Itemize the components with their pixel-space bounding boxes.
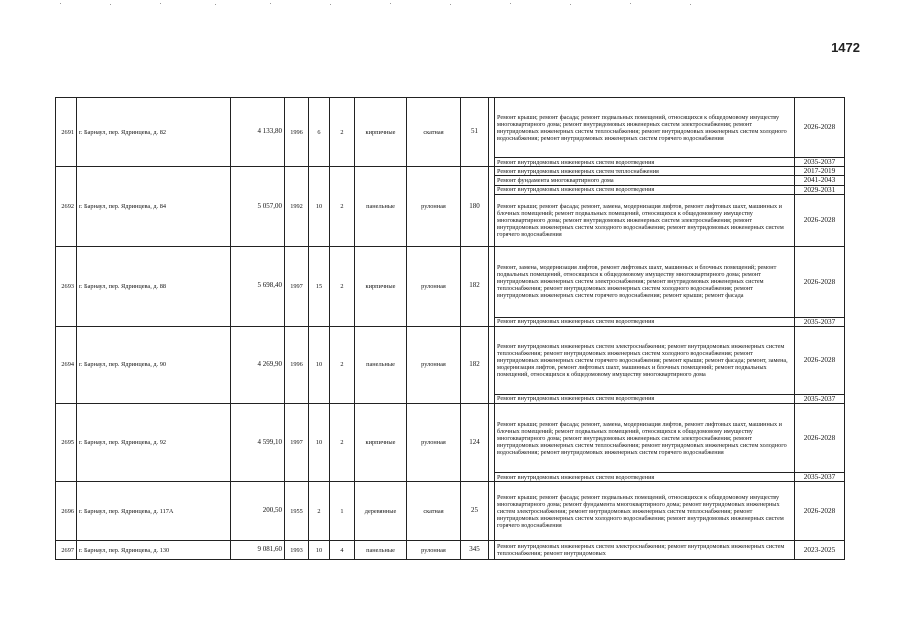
record-total-area: 5 698,40 xyxy=(231,246,285,326)
work-description: Ремонт, замена, модернизация лифтов, ремонт лифтовых шахт, машинных и блочных помещений; ремонт подвальных помещений, относящихся к общедомовому имуществу многоквартирного дома; ремонт внутридомовых инженерных систем электроснабжения; ремонт внутридомовых инженерных систем теплоснабжения; ремонт внутридомовых инженерных систем холодного водоснабжения; ремонт внутридомовых инженерных систем горячего водоснабжения; ремонт крыши; ремонт фасада xyxy=(495,246,795,317)
scan-noise xyxy=(0,0,904,10)
work-period: 2035-2037 xyxy=(795,158,845,167)
record-roof-type: рулонная xyxy=(407,326,461,403)
record-year-built: 1997 xyxy=(285,246,309,326)
table-row xyxy=(56,326,845,394)
record-number: 2697 xyxy=(56,541,77,560)
record-floors: 10 xyxy=(309,326,330,403)
record-year-built: 1996 xyxy=(285,98,309,167)
record-entrances: 2 xyxy=(330,246,355,326)
record-number: 2692 xyxy=(56,167,77,247)
record-year-built: 1993 xyxy=(285,541,309,560)
work-period: 2035-2037 xyxy=(795,394,845,403)
work-description: Ремонт внутридомовых инженерных систем электроснабжения; ремонт внутридомовых инженерных систем теплоснабжения; ремонт внутридомовых xyxy=(495,541,795,560)
record-roof-type: рулонная xyxy=(407,167,461,247)
record-year-built: 1955 xyxy=(285,482,309,541)
record-year-built: 1996 xyxy=(285,326,309,403)
record-address: г. Барнаул, пер. Ядринцева, д. 130 xyxy=(77,541,231,560)
record-entrances: 1 xyxy=(330,482,355,541)
work-period: 2026-2028 xyxy=(795,246,845,317)
work-period: 2026-2028 xyxy=(795,482,845,541)
record-number: 2694 xyxy=(56,326,77,403)
record-roof-type: рулонная xyxy=(407,404,461,482)
record-financing: 180 xyxy=(461,167,489,247)
work-description: Ремонт внутридомовых инженерных систем водоотведения xyxy=(495,185,795,194)
page-number: 1472 xyxy=(831,40,860,55)
record-floors: 15 xyxy=(309,246,330,326)
work-description: Ремонт внутридомовых инженерных систем электроснабжения; ремонт внутридомовых инженерных систем теплоснабжения; ремонт внутридомовых инженерных систем холодного водоснабжения; ремонт внутридомовых инженерных систем горячего водоснабжения; ремонт крыши; ремонт фасада; ремонт, замена, модернизация лифтов, ремонт лифтовых шахт, машинных и блочных помещений; ремонт подвальных помещений, относящихся к общедомовому имуществу многоквартирного дома xyxy=(495,326,795,394)
work-description: Ремонт крыши; ремонт фасада; ремонт подвальных помещений, относящихся к общедомовому имуществу многоквартирного дома; ремонт внутридомовых инженерных систем электроснабжения; ремонт внутридомовых инженерных систем теплоснабжения; ремонт внутридомовых инженерных систем холодного водоснабжения; ремонт внутридомовых инженерных систем горячего водоснабжения xyxy=(495,98,795,158)
work-description: Ремонт внутридомовых инженерных систем водоотведения xyxy=(495,158,795,167)
table-row xyxy=(56,541,845,560)
record-floors: 10 xyxy=(309,167,330,247)
work-period: 2035-2037 xyxy=(795,473,845,482)
record-wall-material: кирпичные xyxy=(355,404,407,482)
work-period: 2017-2019 xyxy=(795,167,845,176)
record-financing: 345 xyxy=(461,541,489,560)
record-wall-material: деревянные xyxy=(355,482,407,541)
record-address: г. Барнаул, пер. Ядринцева, д. 88 xyxy=(77,246,231,326)
record-address: г. Барнаул, пер. Ядринцева, д. 82 xyxy=(77,98,231,167)
record-entrances: 2 xyxy=(330,98,355,167)
record-roof-type: рулонная xyxy=(407,541,461,560)
work-period: 2026-2028 xyxy=(795,194,845,246)
work-description: Ремонт внутридомовых инженерных систем водоотведения xyxy=(495,317,795,326)
record-roof-type: рулонная xyxy=(407,246,461,326)
table-row xyxy=(56,167,845,176)
record-entrances: 4 xyxy=(330,541,355,560)
record-floors: 10 xyxy=(309,404,330,482)
record-financing: 182 xyxy=(461,326,489,403)
work-period: 2026-2028 xyxy=(795,326,845,394)
record-address: г. Барнаул, пер. Ядринцева, д. 92 xyxy=(77,404,231,482)
record-wall-material: панельные xyxy=(355,541,407,560)
record-total-area: 4 133,80 xyxy=(231,98,285,167)
work-description: Ремонт крыши; ремонт фасада; ремонт подвальных помещений, относящихся к общедомовому имуществу многоквартирного дома; ремонт фундамента многоквартирного дома; ремонт внутридомовых инженерных систем электроснабжения; ремонт внутридомовых инженерных систем теплоснабжения; ремонт внутридомовых инженерных систем холодного водоснабжения; ремонт внутридомовых инженерных систем горячего водоснабжения xyxy=(495,482,795,541)
record-address: г. Барнаул, пер. Ядринцева, д. 90 xyxy=(77,326,231,403)
record-financing: 124 xyxy=(461,404,489,482)
work-period: 2026-2028 xyxy=(795,404,845,473)
record-number: 2696 xyxy=(56,482,77,541)
record-number: 2691 xyxy=(56,98,77,167)
record-year-built: 1992 xyxy=(285,167,309,247)
record-financing: 182 xyxy=(461,246,489,326)
work-period: 2023-2025 xyxy=(795,541,845,560)
record-number: 2695 xyxy=(56,404,77,482)
table-row xyxy=(56,246,845,317)
record-total-area: 200,50 xyxy=(231,482,285,541)
record-wall-material: кирпичные xyxy=(355,246,407,326)
work-description: Ремонт крыши; ремонт фасада; ремонт, замена, модернизация лифтов, ремонт лифтовых шахт, машинных и блочных помещений; ремонт подвальных помещений, относящихся к общедомовому имуществу многоквартирного дома; ремонт внутридомовых инженерных систем электроснабжения; ремонт внутридомовых инженерных систем холодного водоснабжения; ремонт внутридомовых инженерных систем горячего водоснабжения xyxy=(495,194,795,246)
record-address: г. Барнаул, пер. Ядринцева, д. 84 xyxy=(77,167,231,247)
record-roof-type: скатная xyxy=(407,98,461,167)
record-wall-material: панельные xyxy=(355,167,407,247)
record-floors: 6 xyxy=(309,98,330,167)
work-period: 2026-2028 xyxy=(795,98,845,158)
work-description: Ремонт крыши; ремонт фасада; ремонт, замена, модернизация лифтов, ремонт лифтовых шахт, машинных и блочных помещений; ремонт подвальных помещений, относящихся к общедомовому имуществу многоквартирного дома; ремонт внутридомовых инженерных систем электроснабжения; ремонт внутридомовых инженерных систем теплоснабжения; ремонт внутридомовых инженерных систем холодного водоснабжения; ремонт внутридомовых инженерных систем горячего водоснабжения xyxy=(495,404,795,473)
record-floors: 10 xyxy=(309,541,330,560)
record-total-area: 4 599,10 xyxy=(231,404,285,482)
work-period: 2029-2031 xyxy=(795,185,845,194)
record-total-area: 5 057,00 xyxy=(231,167,285,247)
record-number: 2693 xyxy=(56,246,77,326)
record-entrances: 2 xyxy=(330,326,355,403)
record-financing: 25 xyxy=(461,482,489,541)
record-wall-material: кирпичные xyxy=(355,98,407,167)
record-roof-type: скатная xyxy=(407,482,461,541)
record-year-built: 1997 xyxy=(285,404,309,482)
record-floors: 2 xyxy=(309,482,330,541)
record-total-area: 9 081,60 xyxy=(231,541,285,560)
registry-body xyxy=(56,98,845,560)
work-period: 2035-2037 xyxy=(795,317,845,326)
record-total-area: 4 269,90 xyxy=(231,326,285,403)
table-row xyxy=(56,404,845,473)
record-address: г. Барнаул, пер. Ядринцева, д. 117А xyxy=(77,482,231,541)
record-financing: 51 xyxy=(461,98,489,167)
work-description: Ремонт внутридомовых инженерных систем водоотведения xyxy=(495,394,795,403)
table-row xyxy=(56,98,845,158)
housing-registry-table xyxy=(55,97,845,560)
work-period: 2041-2043 xyxy=(795,176,845,185)
work-description: Ремонт внутридомовых инженерных систем теплоснабжения xyxy=(495,167,795,176)
work-description: Ремонт фундамента многоквартирного дома xyxy=(495,176,795,185)
record-entrances: 2 xyxy=(330,167,355,247)
record-wall-material: панельные xyxy=(355,326,407,403)
table-row xyxy=(56,482,845,541)
record-entrances: 2 xyxy=(330,404,355,482)
work-description: Ремонт внутридомовых инженерных систем водоотведения xyxy=(495,473,795,482)
